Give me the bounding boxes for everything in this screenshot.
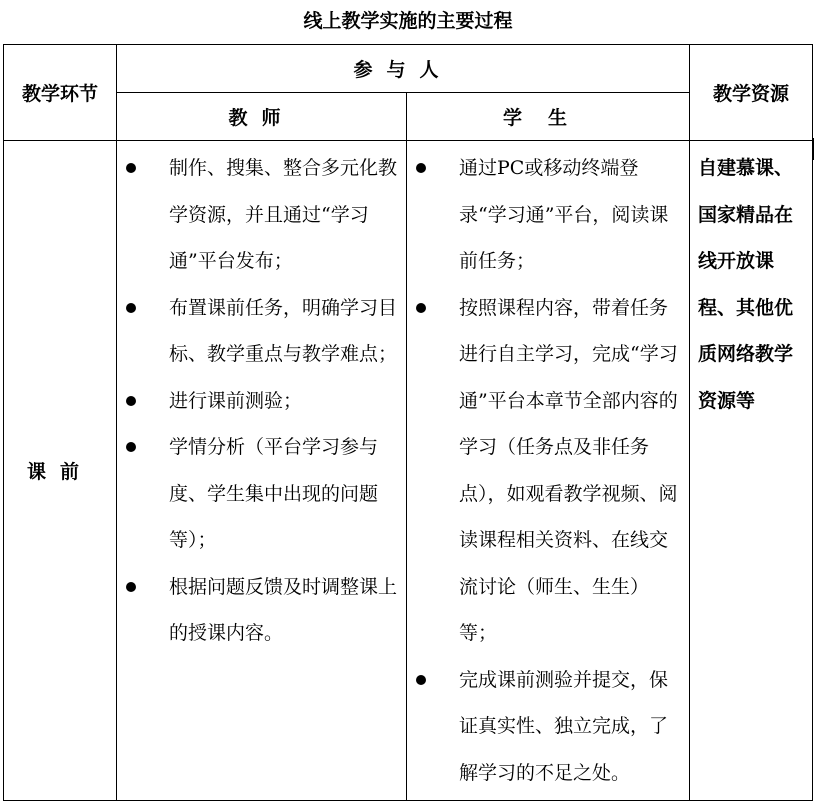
list-item <box>117 285 406 378</box>
bullet-icon <box>416 675 426 685</box>
bullet-icon <box>126 582 136 592</box>
document-title: 线上教学实施的主要过程 <box>303 10 513 32</box>
list-item <box>117 424 406 564</box>
student-item-text: 完成课前测验并提交，保证真实性、独立完成，了解学习的不足之处。 <box>459 668 669 784</box>
header-teacher: 教师 <box>117 93 407 141</box>
resources-cell: 自建慕课、国家精品在线开放课程、其他优质网络教学资源等 <box>690 141 813 801</box>
teacher-cell <box>117 141 407 801</box>
bullet-icon <box>126 396 136 406</box>
list-item <box>117 378 406 425</box>
teacher-item-text: 进行课前测验； <box>169 389 303 412</box>
header-stage: 教学环节 <box>4 45 117 141</box>
student-cell <box>407 141 690 801</box>
list-item <box>407 285 689 657</box>
process-table <box>3 44 813 801</box>
list-item <box>117 564 406 657</box>
header-participants: 参与人 <box>117 45 690 93</box>
bullet-icon <box>126 442 136 452</box>
bullet-icon <box>126 303 136 313</box>
bullet-icon <box>126 163 136 173</box>
bullet-icon <box>416 303 426 313</box>
student-item-text: 按照课程内容，带着任务进行自主学习，完成“学习通”平台本章节全部内容的学习（任务点及非任务点），如观看教学视频、阅读课程相关资料、在线交流讨论（师生、生生）等； <box>459 296 678 644</box>
page-edge-mark <box>812 138 814 160</box>
list-item <box>407 657 689 797</box>
stage-cell: 课前 <box>4 141 117 801</box>
header-resources: 教学资源 <box>690 45 813 141</box>
teacher-item-text: 布置课前任务，明确学习目标、教学重点与教学难点； <box>169 296 398 365</box>
teacher-item-text: 制作、搜集、整合多元化教学资源，并且通过“学习通”平台发布； <box>169 157 398 272</box>
teacher-item-text: 根据问题反馈及时调整课上的授课内容。 <box>169 575 398 644</box>
bullet-icon <box>416 163 426 173</box>
header-student: 学生 <box>407 93 690 141</box>
teacher-item-text: 学情分析（平台学习参与度、学生集中出现的问题等）； <box>169 436 379 551</box>
teacher-list <box>117 145 406 657</box>
list-item <box>407 145 689 285</box>
student-item-text: 通过PC或移动终端登录“学习通”平台，阅读课前任务； <box>459 157 669 272</box>
student-list <box>407 145 689 796</box>
list-item <box>117 145 406 285</box>
